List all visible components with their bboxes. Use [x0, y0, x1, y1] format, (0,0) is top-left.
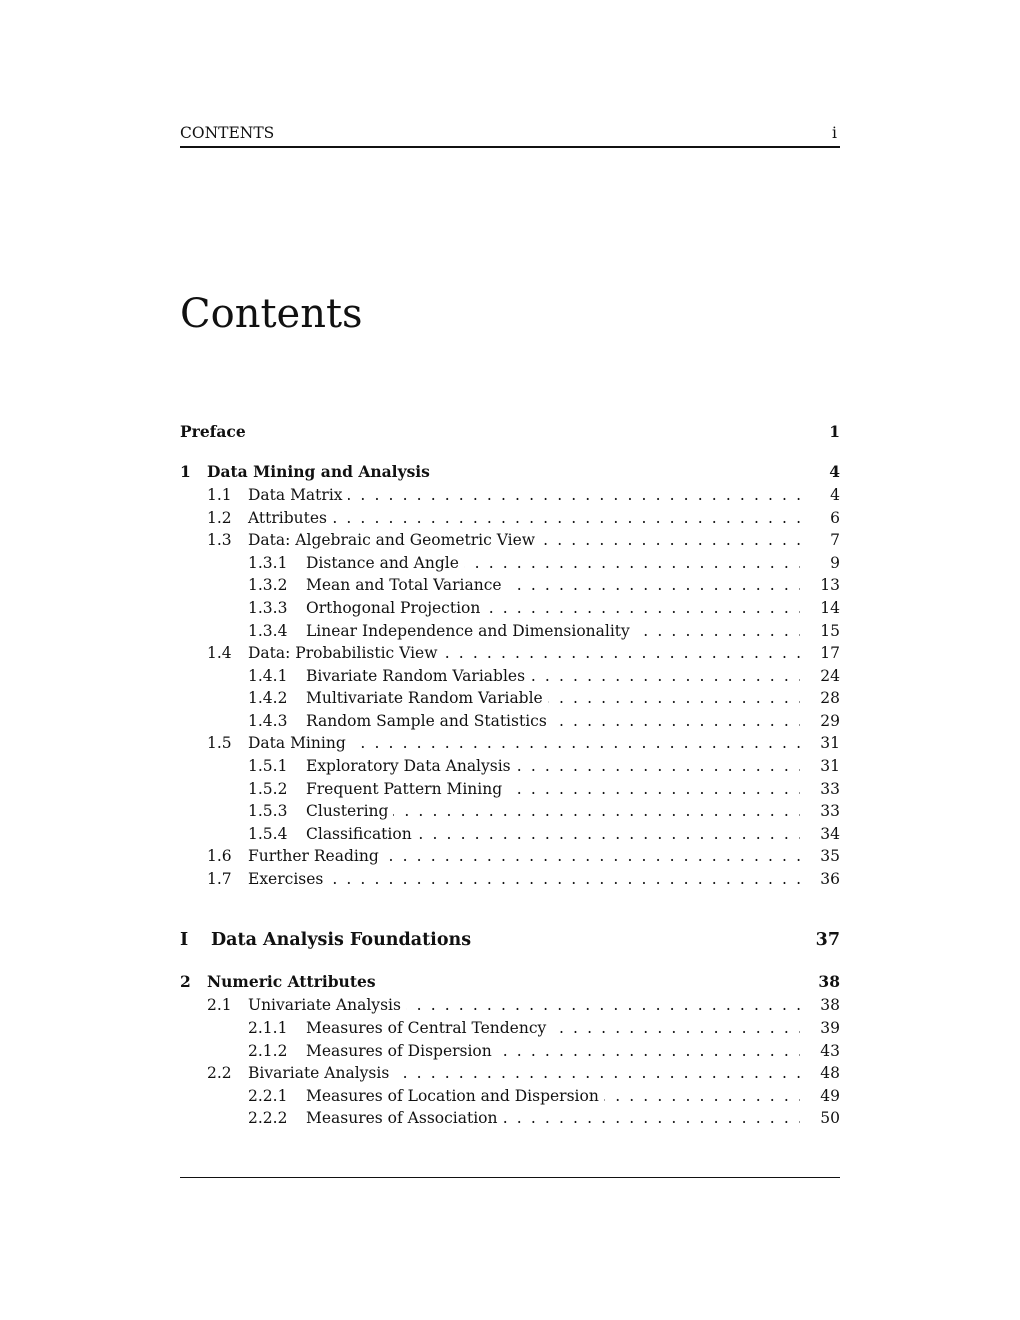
toc-entry-page: 50 [820, 1109, 840, 1127]
toc-entry-number: 1.5.1 [248, 757, 288, 775]
toc-entry-page: 6 [830, 509, 840, 527]
toc-entry-title: Numeric Attributes [207, 971, 381, 993]
toc-entry-part[interactable] [180, 929, 840, 951]
toc-entry-subsection[interactable] [180, 552, 840, 574]
toc-entry-number: 1.5 [207, 734, 232, 752]
table-of-contents [180, 0, 840, 1320]
toc-entry-section[interactable] [180, 529, 840, 551]
toc-entry-subsection[interactable] [180, 710, 840, 732]
toc-entry-page: 9 [830, 554, 840, 572]
toc-entry-title: Measures of Association [306, 1107, 503, 1129]
toc-entry-number: 1.7 [207, 870, 232, 888]
toc-entry-page: 43 [820, 1042, 840, 1060]
toc-entry-number: 1.2 [207, 509, 232, 527]
toc-entry-title: Distance and Angle [306, 552, 464, 574]
footer-rule [180, 1177, 840, 1178]
toc-entry-title: Random Sample and Statistics [306, 710, 552, 732]
toc-entry-title: Data Mining [248, 732, 351, 754]
toc-entry-subsection[interactable] [180, 620, 840, 642]
toc-entry-title: Measures of Central Tendency [306, 1017, 551, 1039]
toc-entry-title: Exploratory Data Analysis [306, 755, 516, 777]
toc-entry-title: Univariate Analysis [248, 994, 406, 1016]
toc-entry-page: 1 [829, 422, 840, 441]
toc-entry-title: Exercises [248, 868, 328, 890]
toc-entry-number: 1.5.2 [248, 780, 288, 798]
toc-entry-page: 7 [830, 531, 840, 549]
toc-entry-number: 1.6 [207, 847, 232, 865]
toc-entry-page: 38 [820, 996, 840, 1014]
toc-entry-subsection[interactable] [180, 800, 840, 822]
toc-entry-page: 33 [820, 780, 840, 798]
toc-entry-page: 31 [820, 757, 840, 775]
toc-entry-title: Classification [306, 823, 417, 845]
toc-entry-subsection[interactable] [180, 1040, 840, 1062]
toc-entry-title: Data Analysis Foundations [211, 929, 476, 951]
toc-entry-section[interactable] [180, 732, 840, 754]
page-title: Contents [180, 291, 363, 337]
toc-entry-number: 2 [180, 972, 191, 991]
toc-entry-number: I [180, 930, 189, 950]
toc-entry-title: Data: Algebraic and Geometric View [248, 529, 540, 551]
toc-entry-page: 15 [820, 622, 840, 640]
toc-entry-title: Data: Probabilistic View [248, 642, 442, 664]
toc-entry-title: Measures of Location and Dispersion [306, 1085, 604, 1107]
toc-entry-page: 49 [820, 1087, 840, 1105]
toc-entry-subsection[interactable] [180, 823, 840, 845]
toc-entry-title: Clustering [306, 800, 393, 822]
toc-entry-page: 39 [820, 1019, 840, 1037]
toc-entry-subsection[interactable] [180, 665, 840, 687]
toc-entry-section[interactable] [180, 507, 840, 529]
toc-entry-number: 2.1.1 [248, 1019, 288, 1037]
toc-entry-page: 4 [829, 462, 840, 481]
toc-entry-page: 37 [815, 930, 840, 950]
toc-entry-number: 1.3.1 [248, 554, 288, 572]
toc-entry-page: 38 [818, 972, 840, 991]
toc-entry-subsection[interactable] [180, 1107, 840, 1129]
toc-entry-number: 1.3.4 [248, 622, 288, 640]
toc-entry-subsection[interactable] [180, 778, 840, 800]
toc-entry-page: 36 [820, 870, 840, 888]
toc-entry-front[interactable] [180, 421, 840, 443]
toc-entry-title: Mean and Total Variance [306, 574, 507, 596]
toc-entry-title: Data Mining and Analysis [207, 461, 435, 483]
toc-entry-page: 17 [820, 644, 840, 662]
toc-entry-page: 13 [820, 576, 840, 594]
toc-entry-title: Bivariate Random Variables [306, 665, 530, 687]
toc-entry-page: 48 [820, 1064, 840, 1082]
toc-entry-page: 28 [820, 689, 840, 707]
toc-entry-section[interactable] [180, 868, 840, 890]
toc-entry-number: 1.1 [207, 486, 232, 504]
toc-entry-title: Orthogonal Projection [306, 597, 485, 619]
toc-entry-subsection[interactable] [180, 597, 840, 619]
toc-entry-number: 1.3 [207, 531, 232, 549]
toc-entry-number: 1.4.3 [248, 712, 288, 730]
toc-entry-title: Data Matrix [248, 484, 348, 506]
toc-entry-subsection[interactable] [180, 1017, 840, 1039]
toc-entry-subsection[interactable] [180, 755, 840, 777]
toc-entry-number: 1.5.4 [248, 825, 288, 843]
toc-entry-section[interactable] [180, 845, 840, 867]
toc-entry-number: 2.2.1 [248, 1087, 288, 1105]
toc-entry-section[interactable] [180, 484, 840, 506]
toc-entry-number: 1.4 [207, 644, 232, 662]
toc-entry-page: 29 [820, 712, 840, 730]
toc-entry-subsection[interactable] [180, 1085, 840, 1107]
toc-entry-title: Attributes [248, 507, 332, 529]
toc-entry-page: 35 [820, 847, 840, 865]
toc-entry-number: 2.2.2 [248, 1109, 288, 1127]
toc-entry-number: 2.2 [207, 1064, 232, 1082]
toc-entry-page: 14 [820, 599, 840, 617]
toc-entry-chapter[interactable] [180, 971, 840, 993]
toc-entry-title: Preface [180, 421, 251, 443]
toc-entry-title: Further Reading [248, 845, 384, 867]
toc-entry-number: 1.5.3 [248, 802, 288, 820]
toc-entry-title: Linear Independence and Dimensionality [306, 620, 635, 642]
toc-entry-number: 1.3.3 [248, 599, 288, 617]
dot-leader [248, 868, 800, 890]
toc-entry-title: Measures of Dispersion [306, 1040, 497, 1062]
toc-entry-title: Bivariate Analysis [248, 1062, 394, 1084]
toc-entry-page: 33 [820, 802, 840, 820]
toc-entry-number: 1.4.2 [248, 689, 288, 707]
toc-entry-subsection[interactable] [180, 687, 840, 709]
toc-entry-section[interactable] [180, 642, 840, 664]
running-title: CONTENTS [180, 124, 275, 142]
toc-entry-page: 31 [820, 734, 840, 752]
toc-entry-number: 2.1.2 [248, 1042, 288, 1060]
toc-entry-page: 4 [830, 486, 840, 504]
toc-entry-subsection[interactable] [180, 574, 840, 596]
page-number: i [832, 124, 837, 142]
toc-entry-number: 1.4.1 [248, 667, 288, 685]
toc-entry-title: Multivariate Random Variable [306, 687, 548, 709]
toc-entry-section[interactable] [180, 994, 840, 1016]
toc-entry-chapter[interactable] [180, 461, 840, 483]
toc-entry-section[interactable] [180, 1062, 840, 1084]
toc-entry-title: Frequent Pattern Mining [306, 778, 507, 800]
toc-entry-number: 1 [180, 462, 191, 481]
toc-entry-page: 24 [820, 667, 840, 685]
toc-entry-page: 34 [820, 825, 840, 843]
toc-entry-number: 1.3.2 [248, 576, 288, 594]
toc-entry-number: 2.1 [207, 996, 232, 1014]
